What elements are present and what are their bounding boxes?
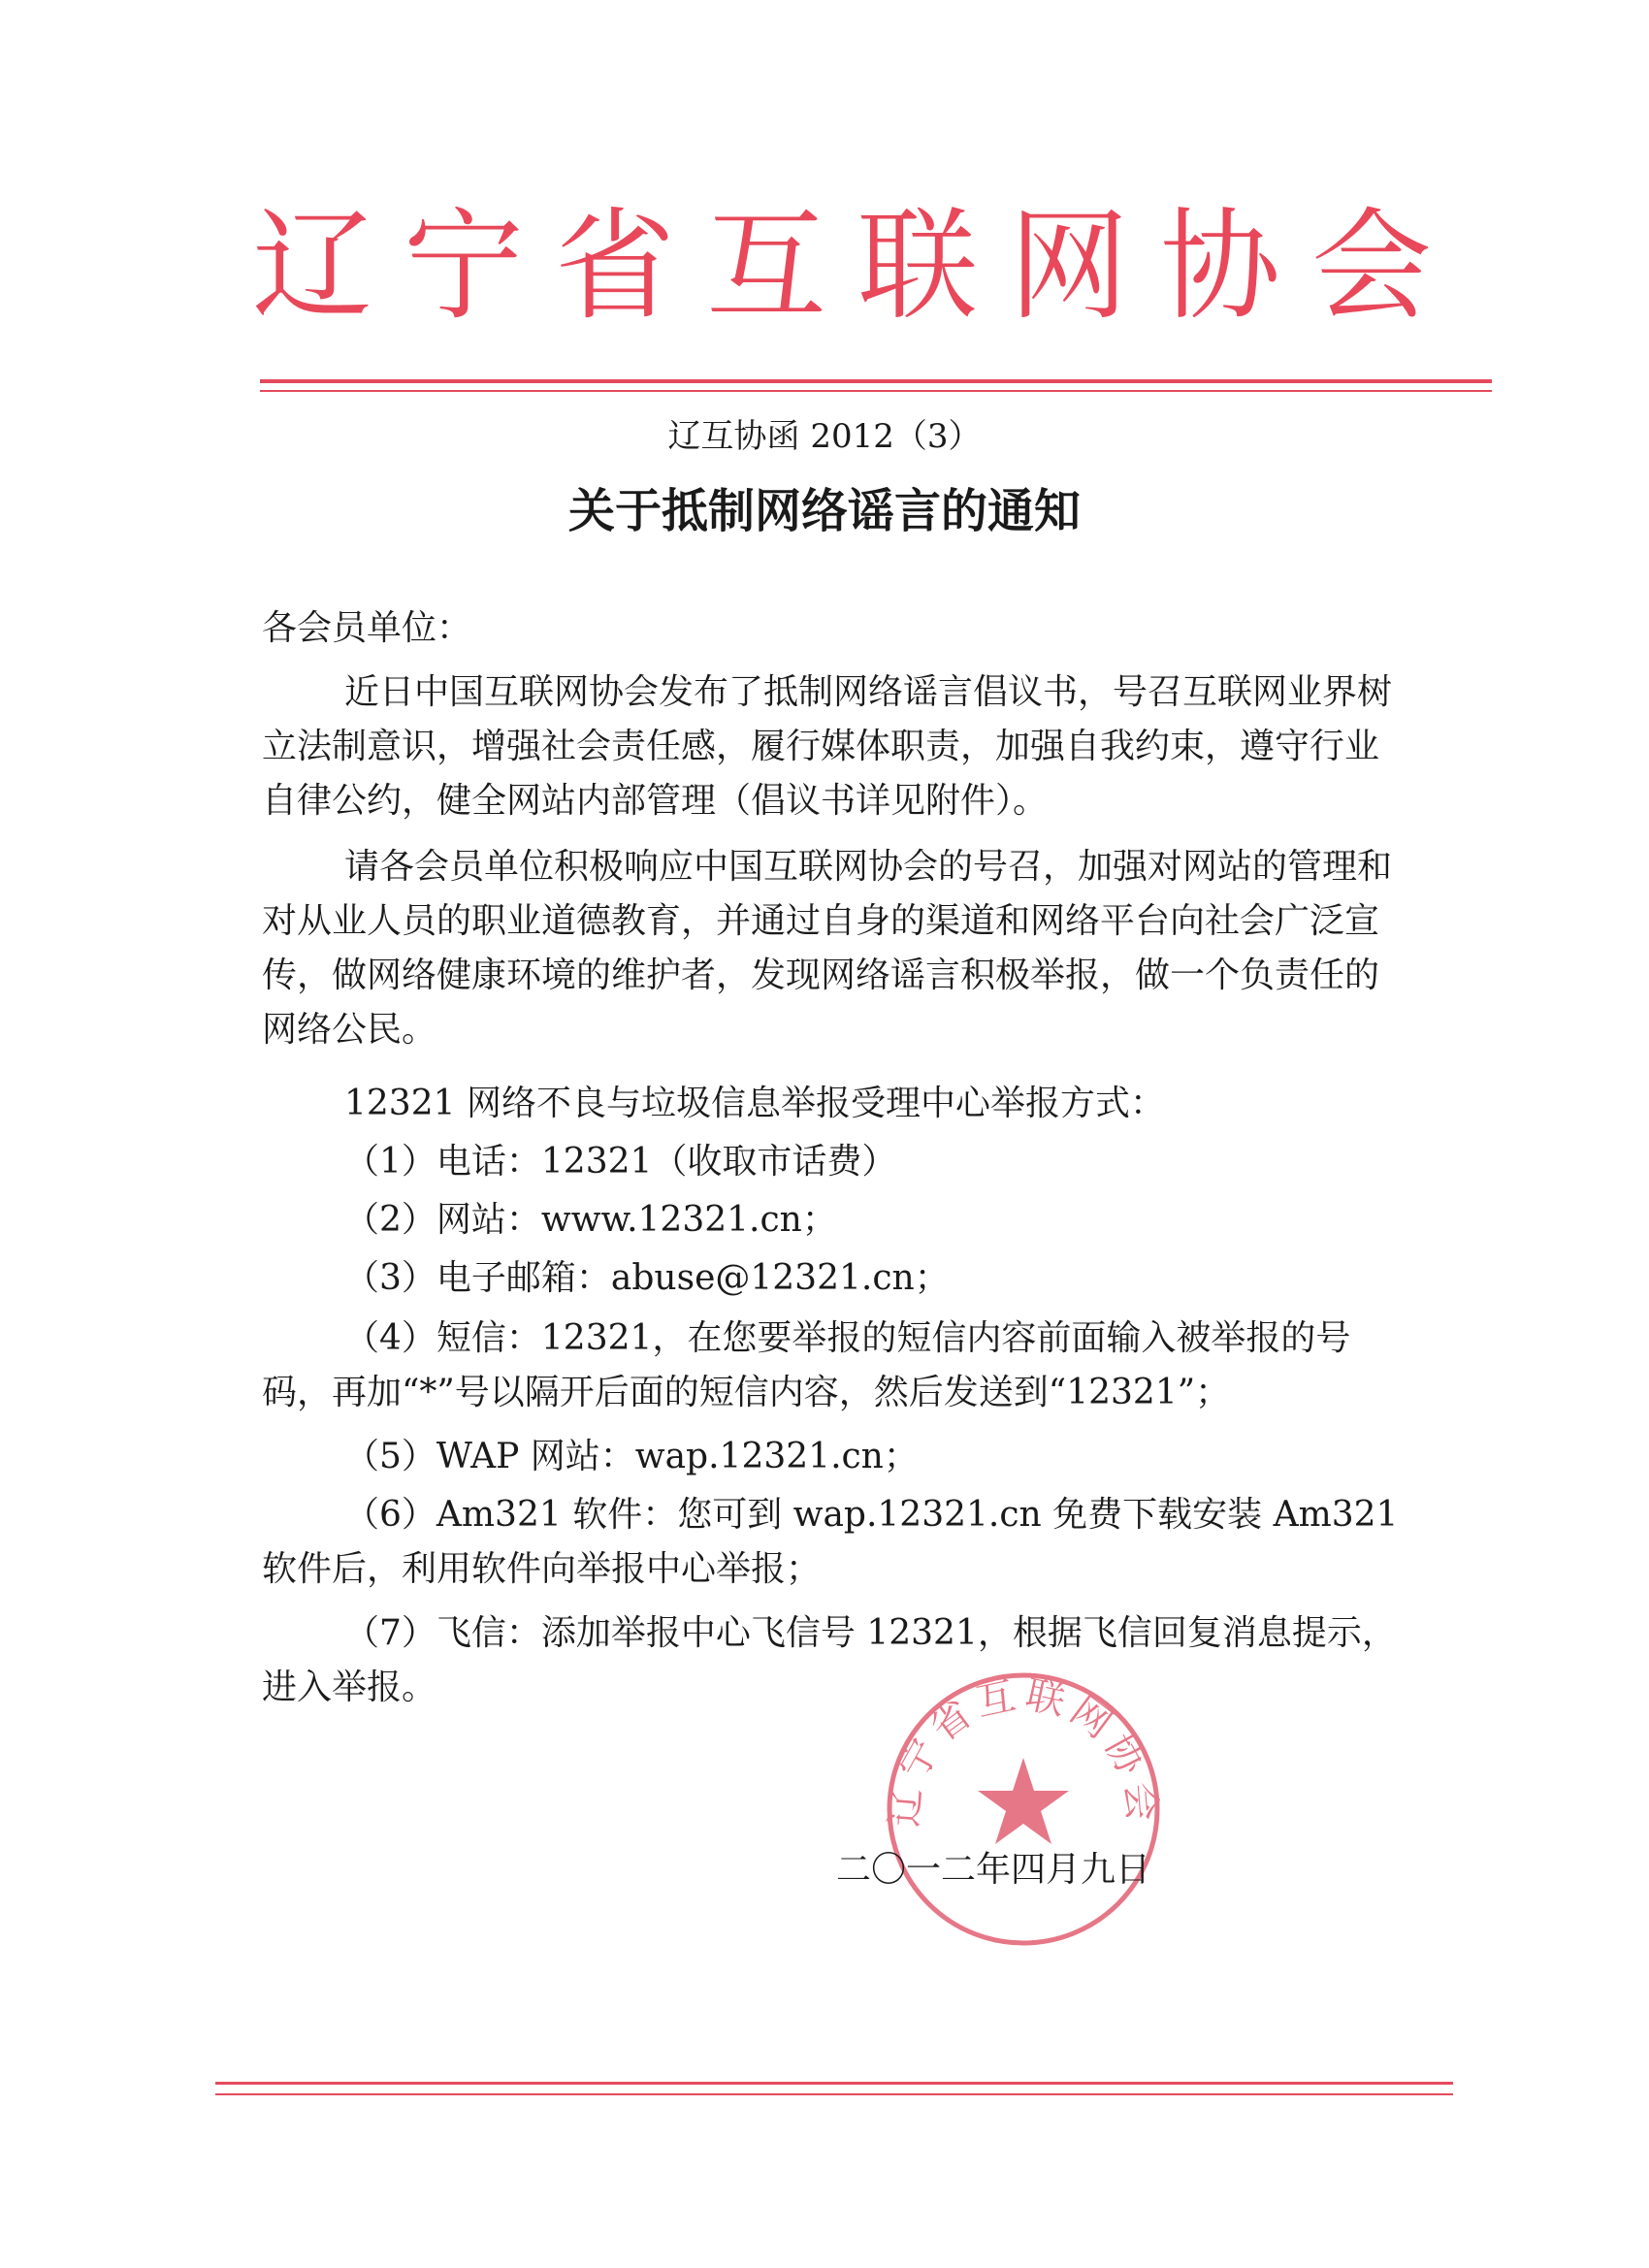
report-item-email: （3）电子邮箱：abuse@12321.cn； bbox=[344, 1258, 950, 1298]
footer-rule-thick bbox=[215, 2082, 1453, 2085]
issue-date: 二〇一二年四月九日 bbox=[836, 1850, 1151, 1890]
report-item-phone: （1）电话：12321（收取市话费） bbox=[344, 1142, 897, 1182]
report-methods-heading: 12321 网络不良与垃圾信息举报受理中心举报方式： bbox=[344, 1084, 1165, 1123]
document-number: 辽互协函 2012（3） bbox=[667, 417, 982, 456]
report-item-software: （6）Am321 软件：您可到 wap.12321.cn 免费下载安装 Am321 软件后，利用软件向举报中心举报； bbox=[262, 1495, 1399, 1589]
report-item-sms: （4）短信：12321，在您要举报的短信内容前面输入被举报的号码，再加“*”号以隔开后面的短信内容，然后发送到“12321”； bbox=[262, 1318, 1351, 1412]
paragraph-announcement: 近日中国互联网协会发布了抵制网络谣言倡议书，号召互联网业界树立法制意识，增强社会责任感，履行媒体职责，加强自我约束，遵守行业自律公约，健全网站内部管理（倡议书详见附件）。 bbox=[262, 672, 1393, 821]
letterhead-rule-thin bbox=[260, 390, 1492, 392]
letterhead-organization-name: 辽宁省互联网协会 bbox=[252, 197, 1464, 337]
report-item-fetion: （7）飞信：添加举报中心飞信号 12321，根据飞信回复消息提示，进入举报。 bbox=[262, 1613, 1397, 1707]
report-item-wap: （5）WAP 网站：wap.12321.cn； bbox=[344, 1437, 919, 1476]
paragraph-call-to-action: 请各会员单位积极响应中国互联网协会的号召，加强对网站的管理和对从业人员的职业道德教育，并通过自身的渠道和网络平台向社会广泛宣传，做网络健康环境的维护者，发现网络谣言积极举报，做一个负责任的网络公民。 bbox=[262, 847, 1393, 1050]
official-seal-icon bbox=[883, 1669, 1164, 1950]
letterhead-rule-thick bbox=[260, 379, 1492, 383]
salutation: 各会员单位： bbox=[262, 608, 472, 648]
footer-rule-thin bbox=[215, 2093, 1453, 2095]
seal-text: 辽宁省互联网协会 bbox=[883, 1672, 1164, 1829]
report-item-website: （2）网站：www.12321.cn； bbox=[344, 1200, 837, 1240]
document-title: 关于抵制网络谣言的通知 bbox=[567, 484, 1081, 538]
